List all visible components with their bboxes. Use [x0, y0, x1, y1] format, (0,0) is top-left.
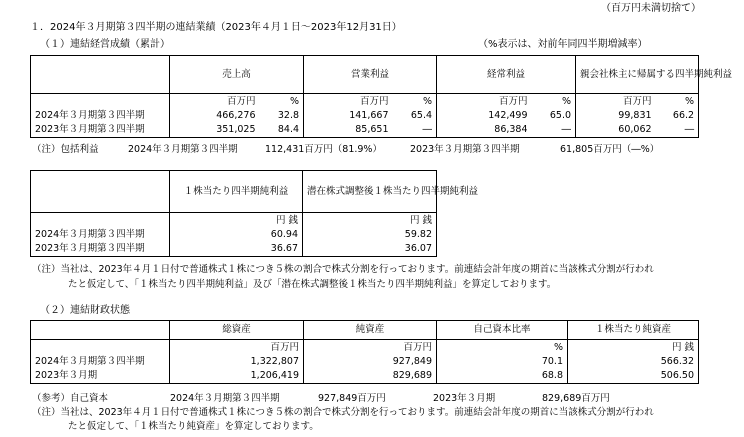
- value-cell: 60,062: [576, 123, 656, 138]
- percent-cell: 65.4: [393, 109, 437, 123]
- comprehensive-income-prefix: （注）包括利益: [32, 144, 99, 155]
- value-cell: 70.1: [437, 355, 568, 369]
- header-equity-ratio: 自己資本比率: [437, 321, 568, 340]
- unit-cell: 円 銭: [568, 340, 699, 355]
- percent-cell: 84.4: [260, 123, 304, 138]
- unit-cell: 百万円: [170, 94, 260, 109]
- header-blank: [31, 321, 170, 340]
- value-cell: 36.67: [170, 242, 303, 257]
- value-cell: 1,322,807: [170, 355, 304, 369]
- section1-title: （１）連結経営成績（累計）: [40, 39, 170, 50]
- percent-note: （%表示は、対前年同四半期増減率）: [478, 39, 648, 50]
- section2-title: （２）連結財政状態: [40, 305, 130, 316]
- value-cell: 86,384: [437, 123, 532, 138]
- table-row: [31, 109, 699, 123]
- units-blank: [31, 213, 170, 228]
- value-cell: 566.32: [568, 355, 699, 369]
- bps-note-line2: たと仮定して、「１株当たり純資産」を算定しております。: [68, 421, 319, 432]
- unit-cell: 百万円: [304, 340, 437, 355]
- header-net-sales: 売上高: [170, 56, 304, 94]
- value-cell: 1,206,419: [170, 369, 304, 384]
- equity-ref-prefix: （参考）自己資本: [32, 393, 109, 404]
- header-operating-income: 営業利益: [304, 56, 437, 94]
- table-row: [31, 369, 699, 384]
- value-cell: 506.50: [568, 369, 699, 384]
- header-ordinary-income: 経常利益: [437, 56, 576, 94]
- equity-ref-label-prior: 2023年３月期: [433, 393, 496, 404]
- header-net-income: 親会社株主に帰属する四半期純利益: [576, 56, 699, 94]
- value-cell: 36.07: [303, 242, 437, 257]
- unit-cell: 円 銭: [170, 213, 303, 228]
- row-label: 2024年３月期第３四半期: [31, 228, 170, 242]
- eps-table: [30, 170, 479, 257]
- unit-cell: %: [437, 340, 568, 355]
- table-row: [31, 355, 699, 369]
- unit-note: （百万円未満切捨て）: [601, 3, 701, 14]
- unit-cell: 百万円: [437, 94, 532, 109]
- bps-note-line1: （注）当社は、2023年４月１日付で普通株式１株につき５株の割合で株式分割を行っております。前連結会計年度の期首に当該株式分割が行われ: [32, 407, 654, 418]
- value-cell: 99,831: [576, 109, 656, 123]
- percent-cell: ―: [393, 123, 437, 138]
- table-row: [31, 242, 437, 257]
- percent-cell: 65.0: [532, 109, 576, 123]
- row-label: 2023年３月期第３四半期: [31, 123, 170, 138]
- percent-cell: 66.2: [656, 109, 699, 123]
- value-cell: 141,667: [304, 109, 393, 123]
- eps-note-line2: たと仮定して、「１株当たり四半期純利益」及び「潜在株式調整後１株当たり四半期純利益」を算定しております。: [68, 279, 557, 290]
- percent-cell: ―: [532, 123, 576, 138]
- unit-cell: 百万円: [576, 94, 656, 109]
- unit-cell: 百万円: [304, 94, 393, 109]
- unit-cell: %: [656, 94, 699, 109]
- value-cell: 68.8: [437, 369, 568, 384]
- financial-position-table: [30, 320, 699, 384]
- comprehensive-income-label-prior: 2023年３月期第３四半期: [410, 144, 520, 155]
- value-cell: 142,499: [437, 109, 532, 123]
- comprehensive-income-value-prior: 61,805百万円（―%）: [560, 144, 660, 155]
- main-heading: １．2024年３月期第３四半期の連結業績（2023年４月１日～2023年12月31日）: [30, 22, 402, 33]
- units-blank: [31, 340, 170, 355]
- row-label: 2023年３月期: [31, 369, 170, 384]
- comprehensive-income-label-current: 2024年３月期第３四半期: [128, 144, 238, 155]
- value-cell: 927,849: [304, 355, 437, 369]
- value-cell: 829,689: [304, 369, 437, 384]
- value-cell: 60.94: [170, 228, 303, 242]
- equity-ref-value-prior: 829,689百万円: [542, 393, 610, 404]
- percent-cell: ―: [656, 123, 699, 138]
- header-total-assets: 総資産: [170, 321, 304, 340]
- header-diluted-eps: 潜在株式調整後１株当たり四半期純利益: [303, 171, 437, 213]
- equity-ref-value-current: 927,849百万円: [318, 393, 386, 404]
- unit-cell: %: [532, 94, 576, 109]
- eps-note-line1: （注）当社は、2023年４月１日付で普通株式１株につき５株の割合で株式分割を行っております。前連結会計年度の期首に当該株式分割が行われ: [32, 264, 654, 275]
- equity-ref-label-current: 2024年３月期第３四半期: [170, 393, 280, 404]
- unit-cell: %: [393, 94, 437, 109]
- row-label: 2023年３月期第３四半期: [31, 242, 170, 257]
- table-row: [31, 123, 699, 138]
- unit-cell: %: [260, 94, 304, 109]
- header-eps: １株当たり四半期純利益: [170, 171, 303, 213]
- comprehensive-income-value-current: 112,431百万円（81.9%）: [265, 144, 382, 155]
- operating-results-table: [30, 55, 733, 138]
- percent-cell: 32.8: [260, 109, 304, 123]
- value-cell: 351,025: [170, 123, 260, 138]
- value-cell: 59.82: [303, 228, 437, 242]
- header-blank: [31, 171, 170, 213]
- units-blank: [31, 94, 170, 109]
- row-label: 2024年３月期第３四半期: [31, 109, 170, 123]
- table-row: [31, 228, 437, 242]
- unit-cell: 百万円: [170, 340, 304, 355]
- header-blank: [31, 56, 170, 94]
- value-cell: 466,276: [170, 109, 260, 123]
- row-label: 2024年３月期第３四半期: [31, 355, 170, 369]
- header-net-assets: 純資産: [304, 321, 437, 340]
- header-bps: １株当たり純資産: [568, 321, 699, 340]
- unit-cell: 円 銭: [303, 213, 437, 228]
- value-cell: 85,651: [304, 123, 393, 138]
